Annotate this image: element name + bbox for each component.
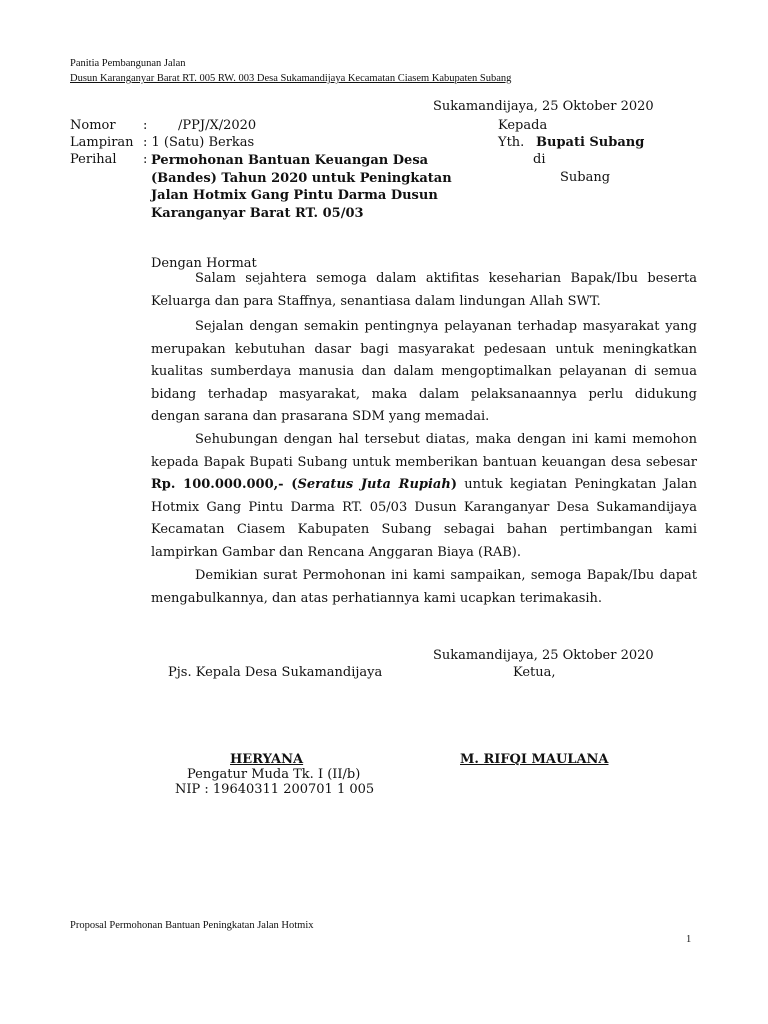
left-signatory-name: HERYANA: [230, 752, 304, 767]
recipient-yth: Yth.: [498, 135, 525, 150]
paragraph-3: [151, 429, 697, 565]
letterhead-address: Dusun Karanganyar Barat RT. 005 RW. 003 Desa Sukamandijaya Kecamatan Ciasem Kabupaten Subang: [70, 73, 512, 84]
footer-title: Proposal Permohonan Bantuan Peningkatan Jalan Hotmix: [70, 920, 314, 931]
nomor-value: /PPJ/X/2020: [178, 118, 257, 133]
paragraph-2: Sejalan dengan semakin pentingnya pelayanan terhadap masyarakat yang merupakan kebutuhan dasar bagi masyarakat pedesaan untuk meningkatkan kualitas sumberdaya manusia dan dalam mengoptimalkan pelayanan di semua bidang terhadap masyarakat, maka dalam pelaksanaannya perlu didukung dengan sarana dan prasarana SDM yang memadai.: [151, 319, 697, 425]
paragraph-4: Demikian surat Permohonan ini kami sampaikan, semoga Bapak/Ibu dapat mengabulkannya, dan atas perhatiannya kami ucapkan terimakasih.: [151, 568, 697, 606]
perihal-line: Karanganyar Barat RT. 05/03: [151, 205, 364, 221]
requested-amount: Rp. 100.000.000,-: [151, 477, 284, 493]
perihal-colon: :: [143, 152, 148, 167]
page-number: 1: [686, 934, 692, 945]
left-signatory-title: Pjs. Kepala Desa Sukamandijaya: [168, 665, 383, 680]
amount-paren-open: (: [283, 477, 298, 493]
amount-paren-close: ): [450, 477, 457, 493]
right-signatory-name: M. RIFQI MAULANA: [460, 752, 609, 767]
letterhead-org: Panitia Pembangunan Jalan: [70, 58, 186, 69]
perihal-line: Jalan Hotmix Gang Pintu Darma Dusun: [151, 188, 438, 203]
signature-date: Sukamandijaya, 25 Oktober 2020: [433, 648, 654, 663]
letter-date: Sukamandijaya, 25 Oktober 2020: [433, 99, 654, 114]
perihal-line: Permohonan Bantuan Keuangan Desa: [151, 153, 429, 168]
nomor-colon: :: [143, 118, 148, 133]
nomor-label: Nomor: [70, 118, 116, 133]
recipient-di: di: [533, 152, 546, 167]
recipient-city: Subang: [560, 170, 611, 185]
paragraph-1: Salam sejahtera semoga dalam aktifitas keseharian Bapak/Ibu beserta Keluarga dan para Staffnya, senantiasa dalam lindungan Allah SWT.: [151, 271, 697, 309]
paragraph-3-text-a: Sehubungan dengan hal tersebut diatas, maka dengan ini kami memohon kepada Bapak Bupati Subang untuk memberikan bantuan keuangan desa sebesar: [151, 432, 697, 470]
perihal-line: (Bandes) Tahun 2020 untuk Peningkatan: [151, 170, 452, 186]
amount-in-words: Seratus Juta Rupiah: [297, 477, 451, 493]
right-signatory-title: Ketua,: [513, 665, 556, 680]
left-signatory-rank: Pengatur Muda Tk. I (II/b): [187, 767, 361, 782]
lampiran-value: : 1 (Satu) Berkas: [143, 135, 255, 150]
recipient-kepada: Kepada: [498, 118, 548, 133]
perihal-subject: [151, 152, 452, 222]
greeting: Dengan Hormat: [151, 256, 257, 271]
paragraph-3-text-b: untuk kegiatan Peningkatan Jalan Hotmix Gang Pintu Darma RT. 05/03 Dusun Karanganyar Desa Sukamandijaya Kecamatan Ciasem Kabupaten Subang sebagai bahan pertimbangan kami lampirkan Gambar dan Rencana Anggaran Biaya (RAB).: [151, 477, 697, 560]
lampiran-label: Lampiran: [70, 135, 134, 150]
left-signatory-nip: NIP : 19640311 200701 1 005: [175, 782, 375, 797]
perihal-label: Perihal: [70, 152, 117, 167]
recipient-name: Bupati Subang: [536, 135, 645, 150]
